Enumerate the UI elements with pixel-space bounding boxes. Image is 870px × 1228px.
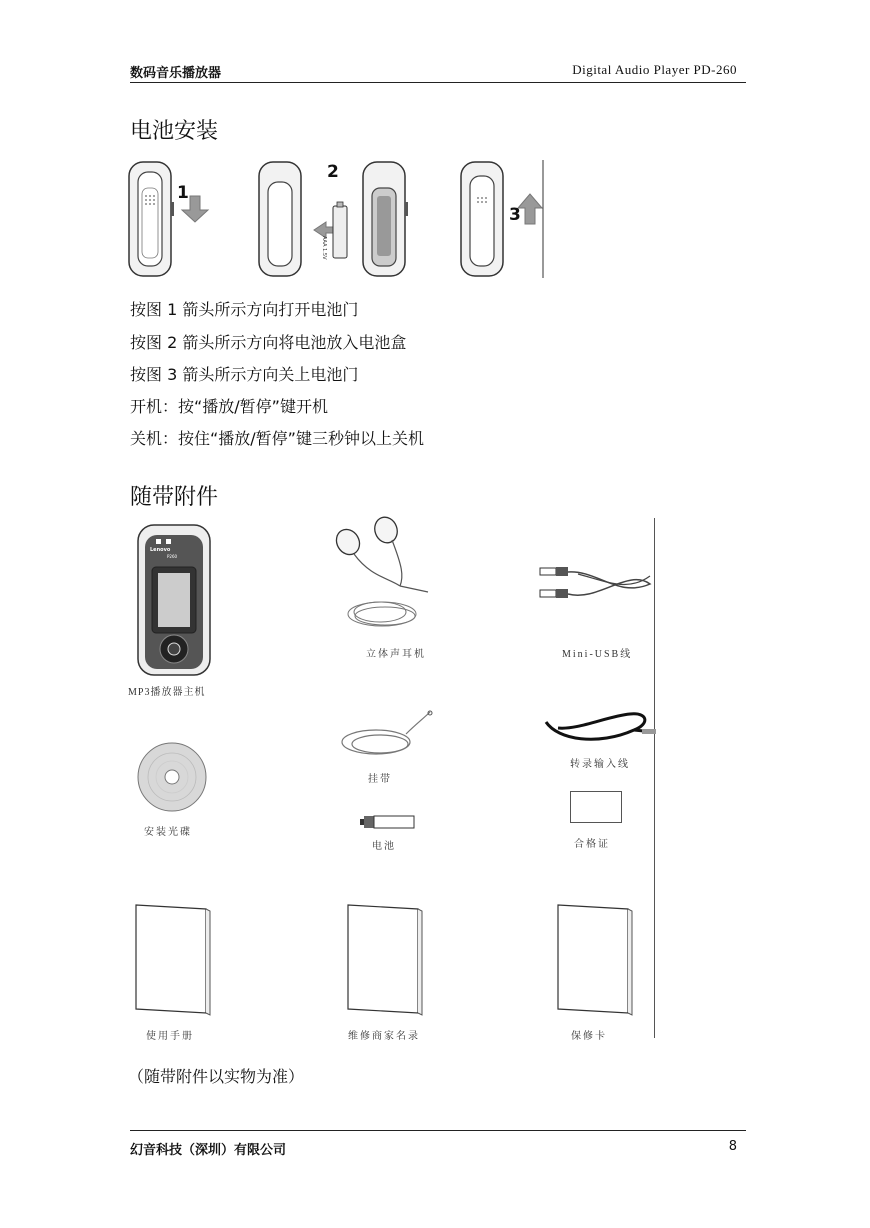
- certificate-figure: [570, 791, 622, 823]
- caption-mp3-player: MP3播放器主机: [128, 687, 206, 698]
- header-title: 数码音乐播放器: [130, 66, 222, 81]
- caption-lanyard: 挂带: [368, 774, 392, 785]
- battery-section-title: 电池安装: [130, 119, 219, 144]
- service-directory-figure: [344, 903, 426, 1015]
- power-off-line: 关机：按住“播放/暂停”键三秒钟以上关机: [130, 429, 424, 448]
- lanyard-figure: [336, 710, 436, 760]
- caption-line-in-cable: 转录输入线: [570, 759, 630, 770]
- user-manual-figure: [132, 903, 214, 1015]
- caption-battery: 电池: [372, 841, 396, 852]
- battery-text: AAA 1.5V: [321, 236, 327, 260]
- caption-certificate: 合格证: [574, 839, 610, 850]
- aaa-battery-figure: [360, 814, 416, 830]
- accessories-note: （随带附件以实物为准）: [128, 1067, 305, 1086]
- caption-earphones: 立体声耳机: [366, 649, 426, 660]
- player-model: P260: [167, 554, 178, 559]
- caption-install-cd: 安装光碟: [144, 827, 192, 838]
- earphones-figure: [330, 516, 440, 636]
- power-on-line: 开机：按“播放/暂停”键开机: [130, 397, 328, 416]
- battery-step3-figure: [458, 158, 548, 280]
- player-brand: Lenovo: [150, 547, 171, 553]
- caption-warranty-card: 保修卡: [571, 1031, 607, 1042]
- footer-rule: [130, 1130, 746, 1131]
- battery-step3-label: 3: [509, 205, 521, 225]
- caption-usb-cable: Mini-USB线: [562, 649, 633, 660]
- line-in-cable-figure: [538, 700, 658, 748]
- page-number: 8: [728, 1139, 737, 1154]
- instruction-line-1: 按图 1 箭头所示方向打开电池门: [130, 300, 359, 319]
- caption-user-manual: 使用手册: [146, 1031, 194, 1042]
- header-rule: [130, 82, 746, 83]
- warranty-card-figure: [554, 903, 636, 1015]
- caption-service-directory: 维修商家名录: [348, 1031, 420, 1042]
- instruction-line-3: 按图 3 箭头所示方向关上电池门: [130, 365, 359, 384]
- accessories-section-title: 随带附件: [130, 485, 219, 510]
- battery-step1-figure: [126, 158, 226, 280]
- footer-company: 幻音科技（深圳）有限公司: [130, 1143, 287, 1158]
- header-product: Digital Audio Player PD-260: [572, 62, 737, 77]
- mp3-player-figure: [134, 523, 214, 678]
- instruction-line-2: 按图 2 箭头所示方向将电池放入电池盒: [130, 333, 407, 352]
- battery-step2-label: 2: [327, 162, 339, 182]
- install-cd-figure: [136, 741, 208, 813]
- usb-cable-figure: [538, 562, 658, 610]
- battery-step1-label: 1: [177, 183, 189, 203]
